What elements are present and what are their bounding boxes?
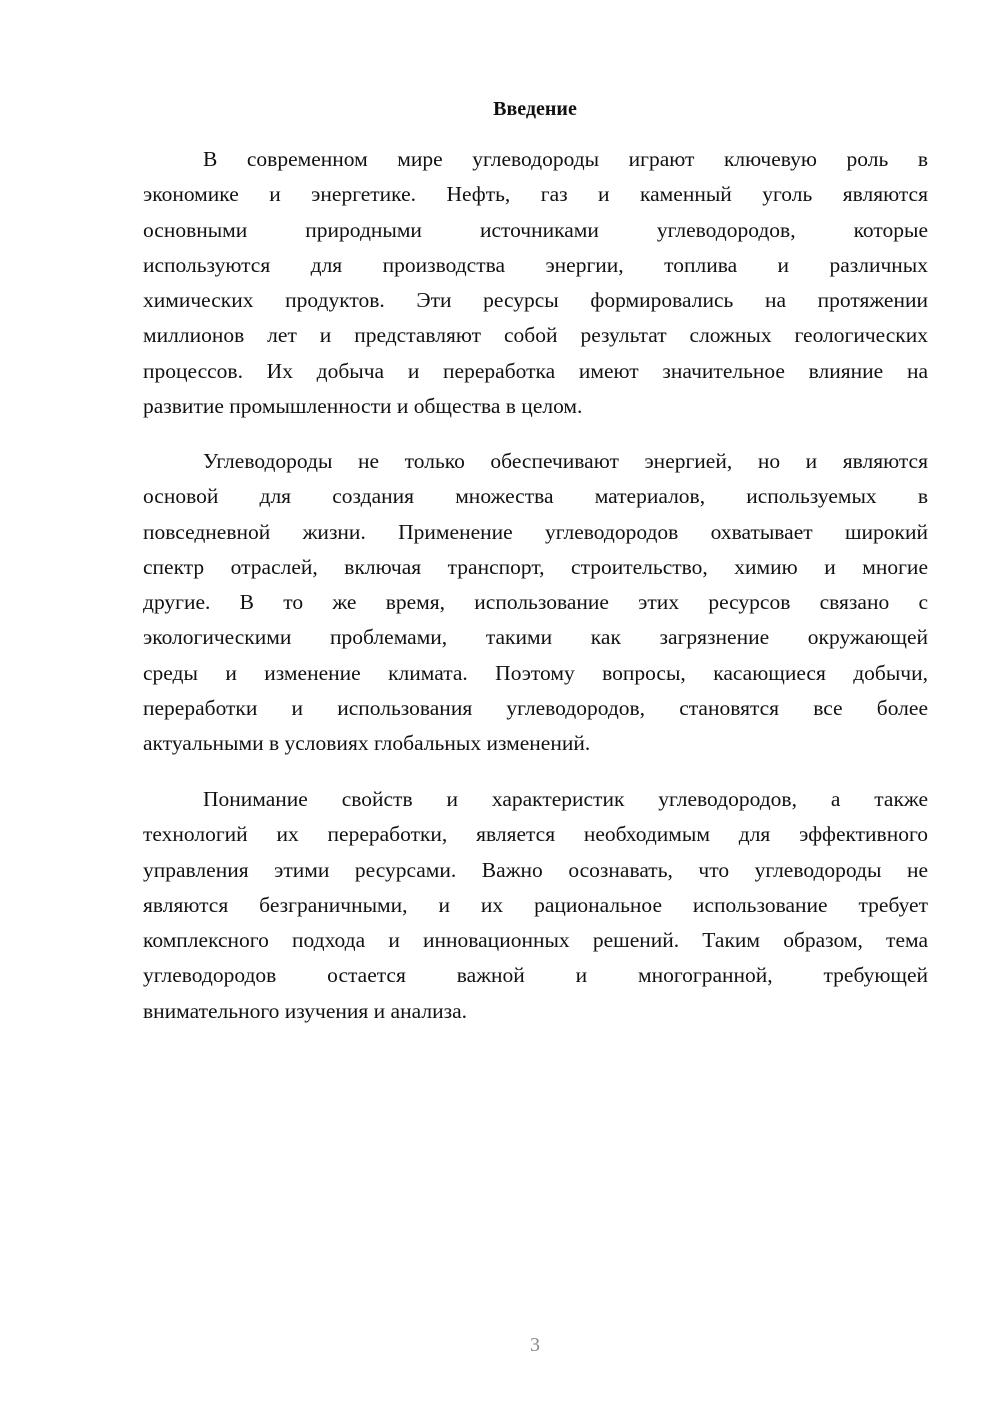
paragraph-2 xyxy=(143,444,928,762)
paragraph-1 xyxy=(143,142,928,424)
text-line: экономике и энергетике. Нефть, газ и каменный уголь являются xyxy=(143,182,928,207)
text-line: комплексного подхода и инновационных решений. Таким образом, тема xyxy=(143,928,928,953)
text-line: управления этими ресурсами. Важно осознавать, что углеводороды не xyxy=(143,857,928,882)
text-line: другие. В то же время, использование этих ресурсов связано с xyxy=(143,590,928,615)
page-number: 3 xyxy=(530,1334,540,1356)
text-line: Понимание свойств и характеристик углеводородов, а также xyxy=(203,787,928,811)
text-line: используются для производства энергии, топлива и различных xyxy=(143,252,928,277)
text-line: переработки и использования углеводородов, становятся все более xyxy=(143,696,928,721)
text-line: В современном мире углеводороды играют ключевую роль в xyxy=(203,147,928,171)
text-line: Углеводороды не только обеспечивают энергией, но и являются xyxy=(203,449,928,473)
text-line: углеводородов остается важной и многогранной, требующей xyxy=(143,963,928,988)
text-line: внимательного изучения и анализа. xyxy=(143,998,467,1023)
text-line: актуальными в условиях глобальных изменений. xyxy=(143,731,591,756)
text-line: химических продуктов. Эти ресурсы формировались на протяжении xyxy=(143,288,928,313)
text-line: основными природными источниками углеводородов, которые xyxy=(143,217,928,242)
text-line: повседневной жизни. Применение углеводородов охватывает широкий xyxy=(143,519,928,544)
paragraph-3 xyxy=(143,782,928,1029)
page-title: Введение xyxy=(493,98,577,120)
text-line: спектр отраслей, включая транспорт, строительство, химию и многие xyxy=(143,554,928,579)
text-line: развитие промышленности и общества в целом. xyxy=(143,394,583,419)
text-line: технологий их переработки, является необходимым для эффективного xyxy=(143,822,928,847)
text-line: процессов. Их добыча и переработка имеют значительное влияние на xyxy=(143,358,928,383)
text-line: миллионов лет и представляют собой результат сложных геологических xyxy=(143,323,928,348)
text-line: основой для создания множества материалов, используемых в xyxy=(143,484,928,509)
text-line: среды и изменение климата. Поэтому вопросы, касающиеся добычи, xyxy=(143,660,928,685)
text-line: являются безграничными, и их рациональное использование требует xyxy=(143,892,928,917)
text-line: экологическими проблемами, такими как загрязнение окружающей xyxy=(143,625,928,650)
